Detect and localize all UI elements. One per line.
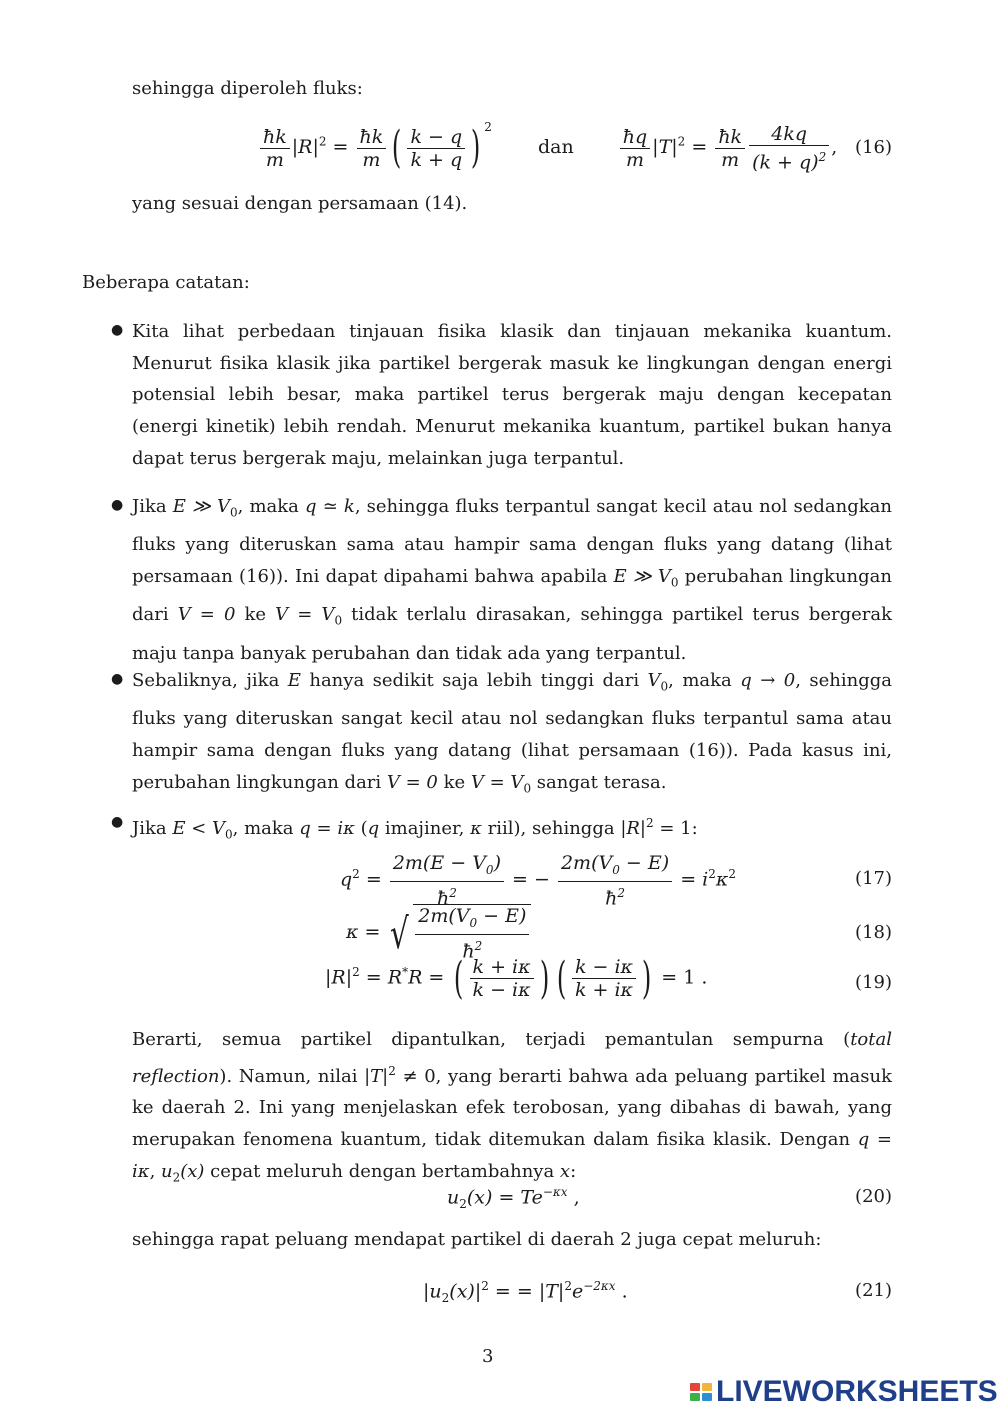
bullet-1-text: Kita lihat perbedaan tinjauan fisika klasik dan tinjauan mekanika kuantum. Menurut fisika klasik jika partikel bergerak masuk ke lingkungan dengan energi potensial lebih besar, maka partikel terus bergerak maju dengan kecepatan (energi kinetik) lebih rendah. Menurut mekanika kuantum, partikel bukan hanya dapat terus bergerak maju, melainkan juga terpantul. [132,321,892,469]
notes-heading: Beberapa catatan: [82,272,250,293]
bullet-icon: ● [111,671,124,687]
conclusion-paragraph: Berarti, semua partikel dipantulkan, terjadi pemantulan sempurna (total reflection). Namun, nilai $|T|^2 \ne 0$, yang berarti bahwa ada peluang partikel masuk ke daerah 2. Ini yang menjelaskan efek terobosan, yang dibahas di bawah, yang merupakan fenomena kuantum, tidak ditemukan dalam fisika klasik. Dengan q = iκ, $u_2(x)$ cepat meluruh dengan bertambahnya x: [132,1029,893,1185]
intro-line: sehingga diperoleh fluks: [132,78,363,99]
equation-number-16: (16) [855,137,892,158]
equation-18: κ = √ $\frac{2m(V_0 - E)}{ħ^2}$ [346,904,531,962]
equation-19: $|R|^2 = R^*R$ = ( $\frac{k + i\kappa}{k - i\kappa}$ ) ( $\frac{k - i\kappa}{k + i\kappa}$ ) = 1 . [325,952,708,1004]
bullet-icon: ● [111,814,124,830]
equation-16: $\frac{ħk}{m}$ $|R|^2$ = $\frac{ħk}{m}$ ( $\frac{k - q}{k + q}$ ) $^2$ dan $\frac{ħq}{m}$ $|T|^2$ = $\frac{ħk}{m}$ $\frac{4kq}{(k + q)^2}$ , [258,120,837,173]
logo-text: LIVEWORKSHEETS [716,1375,998,1408]
bullet-3-text: Sebaliknya, jika E hanya sedikit saja lebih tinggi dari $V_0$, maka q → 0, sehingga fluks yang diteruskan sangat kecil atau nol sedangkan fluks terpantul sama atau hampir sama dengan fluks yang datang (lihat persamaan (16)). Pada kasus ini, perubahan lingkungan dari V = 0 ke $V = V_0$ sangat terasa. [132,670,893,796]
equation-21: $|u_2(x)|^2$ = = $|T|^2e^{-2\kappa x}$ . [423,1279,628,1306]
logo-mark-icon [690,1383,712,1401]
after-equation-16: yang sesuai dengan persamaan (14). [132,193,468,214]
bullet-2-text: Jika E ≫ $V_0$, maka q ≃ k, sehingga fluks terpantul sangat kecil atau nol sedangkan fluks yang diteruskan sama atau hampir sama dengan fluks yang datang (lihat persamaan (16)). Ini dapat dipahami bahwa apabila E ≫ $V_0$ perubahan lingkungan dari V = 0 ke $V = V_0$ tidak terlalu dirasakan, sehingga partikel terus bergerak maju tanpa banyak perubahan dan tidak ada yang terpantul. [132,496,893,664]
page-number: 3 [482,1346,494,1367]
bullet-icon: ● [111,497,124,513]
liveworksheets-logo[interactable] [690,1376,998,1408]
bullet-4-text: Jika $E < V_0$, maka q = iκ (q imajiner, κ riil), sehingga $|R|^2 = 1$: [132,816,698,842]
equation-number-18: (18) [855,922,892,943]
equation-17: $q^2$ = $\frac{2m(E - V_0)}{ħ^2}$ = − $\frac{2m(V_0 - E)}{ħ^2}$ = $i^2\kappa^2$ [340,852,736,910]
equation-number-19: (19) [855,972,892,993]
bullet-icon: ● [111,322,124,338]
after-equation-20: sehingga rapat peluang mendapat partikel di daerah 2 juga cepat meluruh: [132,1229,822,1250]
equation-number-21: (21) [855,1280,892,1301]
equation-number-20: (20) [855,1186,892,1207]
equation-number-17: (17) [855,868,892,889]
equation-20: $u_2(x) = Te^{-\kappa x}$ , [447,1185,580,1212]
